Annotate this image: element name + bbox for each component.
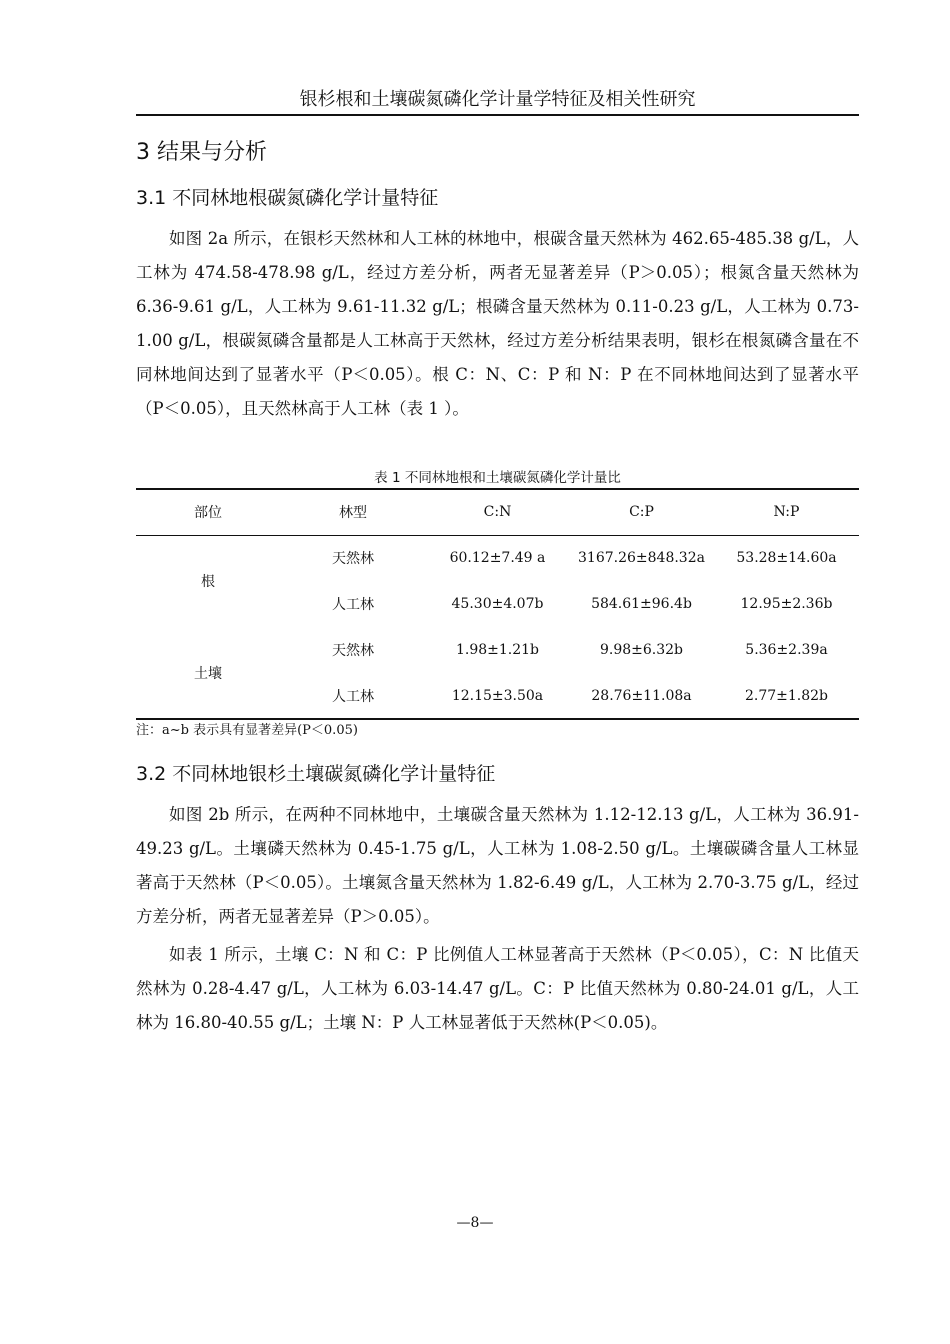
- col-header-np: N:P: [773, 504, 800, 521]
- forest-type-cell: 天然林: [332, 643, 374, 659]
- forest-type-cell: 天然林: [332, 551, 374, 568]
- forest-type-cell: 人工林: [332, 597, 374, 613]
- table-header-row: [136, 489, 859, 535]
- np-value: 5.36±2.39a: [745, 642, 828, 658]
- subsection-title-3-1: 3.1 不同林地根碳氮磷化学计量特征: [136, 187, 439, 209]
- forest-type-cell: 人工林: [332, 688, 374, 705]
- section-title: 3 结果与分析: [136, 140, 267, 165]
- table-caption: 表 1 不同林地根和土壤碳氮磷化学计量比: [374, 470, 621, 486]
- cn-value: 45.30±4.07b: [451, 596, 544, 612]
- cn-value: 60.12±7.49 a: [449, 550, 546, 567]
- stoichiometry-table: [136, 488, 859, 720]
- table-row: [136, 535, 859, 581]
- cp-value: 584.61±96.4b: [591, 596, 692, 612]
- np-value: 2.77±1.82b: [744, 687, 829, 704]
- col-header-cn: C:N: [483, 504, 512, 521]
- paragraph-3-1: 如图 2a 所示，在银杉天然林和人工林的林地中，根碳含量天然林为 462.65-485.38 g/L，人工林为 474.58-478.98 g/L，经过方差分析，两者无显著差异（P＞0.05）；根氮含量天然林为 6.36-9.61 g/L，人工林为 9.61-11.32 g/L；根磷含量天然林为 0.11-0.23 g/L，人工林为 0.73-1.00 g/L，根碳氮磷含量都是人工林高于天然林，经过方差分析结果表明，银杉在根氮磷含量在不同林地间达到了显著水平（P＜0.05）。根 C：N、C：P 和 N：P 在不同林地间达到了显著水平（P＜0.05），且天然林高于人工林（表 1 ）。: [136, 229, 859, 418]
- np-value: 12.95±2.36b: [740, 596, 833, 612]
- col-header-cp: C:P: [629, 504, 654, 521]
- cn-value: 1.98±1.21b: [455, 642, 540, 658]
- page-number: —8—: [456, 1215, 494, 1231]
- subsection-title-3-2: 3.2 不同林地银杉土壤碳氮磷化学计量特征: [136, 763, 496, 785]
- np-value: 53.28±14.60a: [736, 550, 837, 567]
- col-header-part: 部位: [194, 505, 222, 522]
- table-row: [136, 627, 859, 673]
- col-header-forest-type: 林型: [339, 505, 367, 522]
- paragraph-3-2-a: 如图 2b 所示，在两种不同林地中，土壤碳含量天然林为 1.12-12.13 g/L，人工林为 36.91-49.23 g/L。土壤磷天然林为 0.45-1.75 g/L，人工林为 1.08-2.50 g/L。土壤碳磷含量人工林显著高于天然林（P＜0.05）。土壤氮含量天然林为 1.82-6.49 g/L，人工林为 2.70-3.75 g/L，经过方差分析，两者无显著差异（P＞0.05）。: [136, 805, 859, 926]
- table-note: 注：a~b 表示具有显著差异(P＜0.05): [136, 723, 358, 738]
- paragraph-3-2-b: 如表 1 所示，土壤 C：N 和 C：P 比例值人工林显著高于天然林（P＜0.05），C：N 比值天然林为 0.28-4.47 g/L，人工林为 6.03-14.47 g/L。C：P 比值天然林为 0.80-24.01 g/L，人工林为 16.80-40.55 g/L；土壤 N：P 人工林显著低于天然林(P＜0.05)。: [136, 945, 859, 1032]
- part-cell-soil: 土壤: [194, 665, 222, 682]
- cn-value: 12.15±3.50a: [451, 687, 544, 704]
- cp-value: 28.76±11.08a: [591, 687, 692, 704]
- cp-value: 3167.26±848.32a: [578, 550, 705, 567]
- part-cell-root: 根: [201, 574, 215, 591]
- cp-value: 9.98±6.32b: [599, 642, 684, 658]
- running-header: 银杉根和土壤碳氮磷化学计量学特征及相关性研究: [136, 86, 859, 116]
